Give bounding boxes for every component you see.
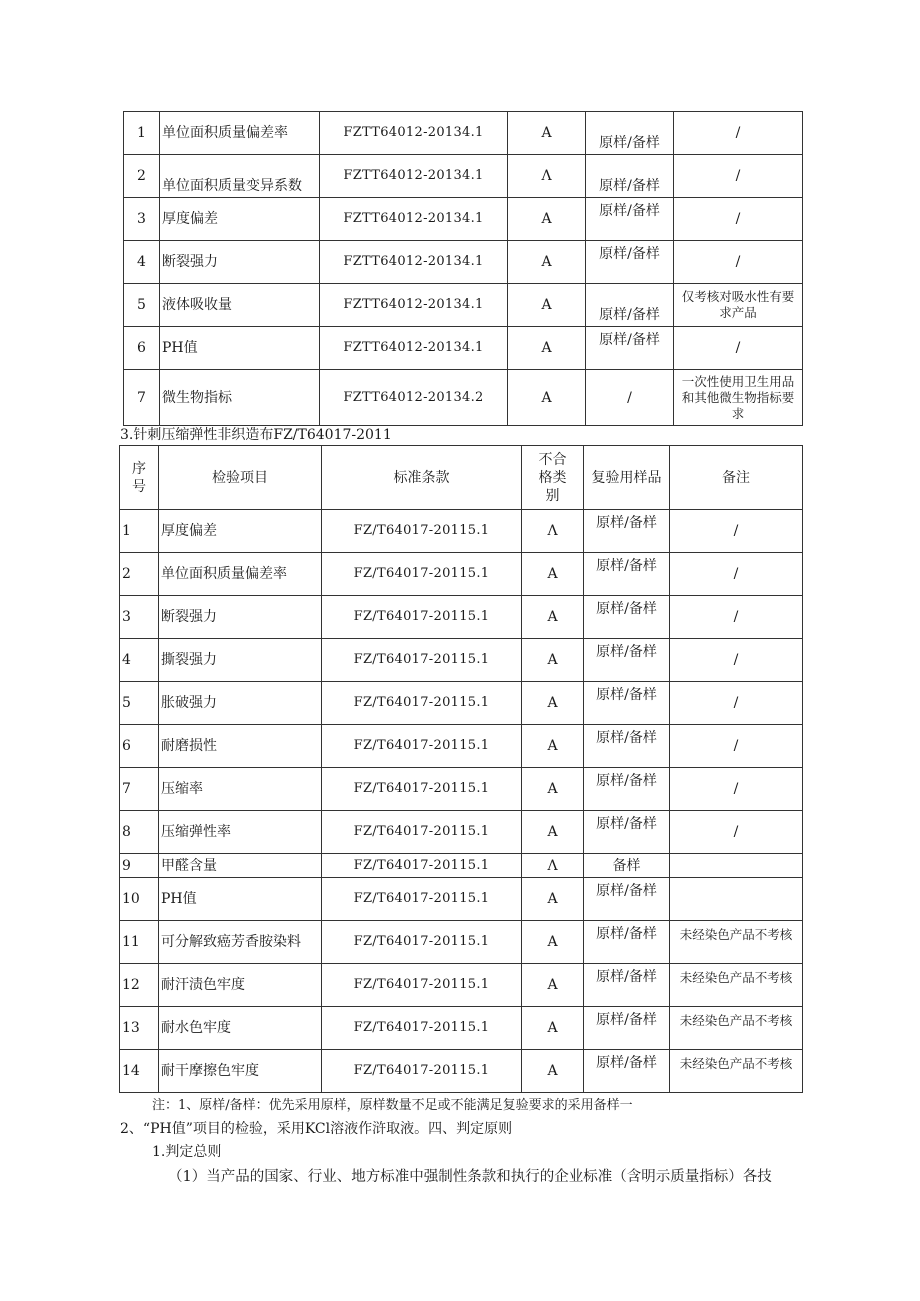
remark: /	[670, 811, 803, 854]
row-number: 2	[124, 155, 160, 198]
table-row	[120, 1007, 803, 1050]
retest-sample: 原样/备样	[584, 878, 670, 921]
table-row	[120, 1050, 803, 1093]
remark: 未经染色产品不考核	[670, 1007, 803, 1050]
retest-sample: 原样/备样	[584, 811, 670, 854]
remark: /	[674, 198, 803, 241]
row-number: 7	[120, 768, 159, 811]
defect-category: A	[522, 921, 584, 964]
table-row	[120, 510, 803, 553]
standard-clause: FZTT64012-20134.2	[320, 370, 508, 426]
remark: /	[670, 510, 803, 553]
remark	[670, 854, 803, 878]
row-number: 12	[120, 964, 159, 1007]
standard-table-1	[123, 111, 803, 426]
test-item: 断裂强力	[159, 596, 322, 639]
row-number: 7	[124, 370, 160, 426]
test-item: 压缩弹性率	[159, 811, 322, 854]
test-item: PH值	[160, 327, 320, 370]
test-item: 撕裂强力	[159, 639, 322, 682]
row-number: 14	[120, 1050, 159, 1093]
table-row	[124, 155, 803, 198]
test-item: 单位面积质量偏差率	[159, 553, 322, 596]
table-row	[124, 112, 803, 155]
test-item: 单位面积质量变异系数	[160, 155, 320, 198]
test-item: 单位面积质量偏差率	[160, 112, 320, 155]
row-number: 3	[120, 596, 159, 639]
defect-category: A	[508, 198, 586, 241]
remark: /	[674, 241, 803, 284]
retest-sample: 原样/备样	[586, 284, 674, 327]
remark: 仅考核对吸水性有要求产品	[674, 284, 803, 327]
remark: 未经染色产品不考核	[670, 1050, 803, 1093]
table-row	[124, 327, 803, 370]
table-row	[120, 639, 803, 682]
standard-clause: FZ/T64017-20115.1	[322, 553, 522, 596]
row-number: 9	[120, 854, 159, 878]
standard-clause: FZ/T64017-20115.1	[322, 1050, 522, 1093]
standard-table-2	[119, 445, 803, 1093]
retest-sample: 原样/备样	[584, 1050, 670, 1093]
table-row	[120, 854, 803, 878]
header-number: 序号	[120, 446, 159, 510]
standard-clause: FZ/T64017-20115.1	[322, 682, 522, 725]
row-number: 2	[120, 553, 159, 596]
remark: 未经染色产品不考核	[670, 921, 803, 964]
standard-clause: FZTT64012-20134.1	[320, 241, 508, 284]
remark: /	[674, 112, 803, 155]
standard-clause: FZTT64012-20134.1	[320, 112, 508, 155]
table-row	[120, 725, 803, 768]
standard-clause: FZ/T64017-20115.1	[322, 921, 522, 964]
defect-category: A	[508, 327, 586, 370]
judgement-paragraph: （1）当产品的国家、行业、地方标准中强制性条款和执行的企业标准（含明示质量指标）各技	[168, 1169, 772, 1185]
defect-category: A	[522, 639, 584, 682]
remark: /	[670, 553, 803, 596]
row-number: 11	[120, 921, 159, 964]
row-number: 3	[124, 198, 160, 241]
test-item: 压缩率	[159, 768, 322, 811]
section-title: 3.针刺压缩弹性非织造布FZ/T64017-2011	[120, 427, 392, 443]
retest-sample: 原样/备样	[586, 327, 674, 370]
row-number: 1	[120, 510, 159, 553]
table-row	[120, 553, 803, 596]
remark: /	[674, 327, 803, 370]
footnote-2: 2、“PH值”项目的检验，采用KCl溶液作浒取液。四、判定原则	[120, 1121, 513, 1137]
header-category: 不合格类别	[522, 446, 584, 510]
remark	[670, 878, 803, 921]
standard-clause: FZTT64012-20134.1	[320, 284, 508, 327]
retest-sample: 原样/备样	[586, 198, 674, 241]
retest-sample: 原样/备样	[584, 1007, 670, 1050]
table-row	[120, 964, 803, 1007]
test-item: 微生物指标	[160, 370, 320, 426]
table-row	[120, 682, 803, 725]
retest-sample: 原样/备样	[584, 921, 670, 964]
defect-category: A	[508, 112, 586, 155]
table-row	[120, 768, 803, 811]
test-item: 厚度偏差	[159, 510, 322, 553]
defect-category: Λ	[508, 155, 586, 198]
remark: /	[670, 725, 803, 768]
standard-clause: FZ/T64017-20115.1	[322, 768, 522, 811]
table-header-row	[120, 446, 803, 510]
standard-clause: FZ/T64017-20115.1	[322, 725, 522, 768]
judgement-heading: 1.判定总则	[152, 1144, 222, 1160]
remark: /	[670, 682, 803, 725]
row-number: 8	[120, 811, 159, 854]
defect-category: A	[522, 1050, 584, 1093]
standard-clause: FZ/T64017-20115.1	[322, 639, 522, 682]
defect-category: A	[522, 553, 584, 596]
standard-clause: FZTT64012-20134.1	[320, 198, 508, 241]
test-item: 甲醛含量	[159, 854, 322, 878]
retest-sample: 原样/备样	[584, 639, 670, 682]
retest-sample: 原样/备样	[584, 596, 670, 639]
defect-category: A	[522, 682, 584, 725]
retest-sample: 原样/备样	[584, 768, 670, 811]
row-number: 13	[120, 1007, 159, 1050]
table-row	[120, 811, 803, 854]
row-number: 4	[124, 241, 160, 284]
defect-category: A	[522, 964, 584, 1007]
retest-sample: 原样/备样	[584, 964, 670, 1007]
retest-sample: 原样/备样	[586, 155, 674, 198]
defect-category: A	[522, 768, 584, 811]
standard-clause: FZ/T64017-20115.1	[322, 596, 522, 639]
table-row	[120, 878, 803, 921]
header-remark: 备注	[670, 446, 803, 510]
defect-category: Λ	[522, 854, 584, 878]
row-number: 1	[124, 112, 160, 155]
test-item: 可分解致癌芳香胺染料	[159, 921, 322, 964]
test-item: 胀破强力	[159, 682, 322, 725]
table-row	[120, 921, 803, 964]
row-number: 6	[120, 725, 159, 768]
defect-category: A	[522, 878, 584, 921]
retest-sample: 备样	[584, 854, 670, 878]
table-row	[124, 284, 803, 327]
row-number: 6	[124, 327, 160, 370]
header-item: 检验项目	[159, 446, 322, 510]
defect-category: A	[508, 370, 586, 426]
standard-clause: FZ/T64017-20115.1	[322, 1007, 522, 1050]
retest-sample: /	[586, 370, 674, 426]
remark: /	[670, 639, 803, 682]
defect-category: Λ	[522, 510, 584, 553]
test-item: 断裂强力	[160, 241, 320, 284]
header-sample: 复验用样品	[584, 446, 670, 510]
table-row	[124, 370, 803, 426]
standard-clause: FZTT64012-20134.1	[320, 155, 508, 198]
standard-clause: FZTT64012-20134.1	[320, 327, 508, 370]
table-row	[120, 596, 803, 639]
standard-clause: FZ/T64017-20115.1	[322, 811, 522, 854]
row-number: 5	[120, 682, 159, 725]
defect-category: A	[508, 241, 586, 284]
standard-clause: FZ/T64017-20115.1	[322, 510, 522, 553]
remark: /	[674, 155, 803, 198]
header-clause: 标准条款	[322, 446, 522, 510]
retest-sample: 原样/备样	[584, 682, 670, 725]
test-item: 液体吸收量	[160, 284, 320, 327]
row-number: 10	[120, 878, 159, 921]
retest-sample: 原样/备样	[586, 112, 674, 155]
table-row	[124, 241, 803, 284]
remark: 一次性使用卫生用品和其他微生物指标要求	[674, 370, 803, 426]
row-number: 5	[124, 284, 160, 327]
test-item: 耐水色牢度	[159, 1007, 322, 1050]
defect-category: A	[522, 1007, 584, 1050]
standard-clause: FZ/T64017-20115.1	[322, 964, 522, 1007]
test-item: 耐干摩擦色牢度	[159, 1050, 322, 1093]
row-number: 4	[120, 639, 159, 682]
defect-category: A	[508, 284, 586, 327]
defect-category: A	[522, 811, 584, 854]
standard-clause: FZ/T64017-20115.1	[322, 878, 522, 921]
footnote-1: 注：1、原样/备样：优先采用原样，原样数量不足或不能满足复验要求的采用备样一	[152, 1098, 633, 1113]
remark: /	[670, 768, 803, 811]
defect-category: A	[522, 596, 584, 639]
defect-category: A	[522, 725, 584, 768]
test-item: 厚度偏差	[160, 198, 320, 241]
test-item: 耐磨损性	[159, 725, 322, 768]
retest-sample: 原样/备样	[586, 241, 674, 284]
remark: /	[670, 596, 803, 639]
remark: 未经染色产品不考核	[670, 964, 803, 1007]
test-item: PH值	[159, 878, 322, 921]
test-item: 耐汗渍色牢度	[159, 964, 322, 1007]
retest-sample: 原样/备样	[584, 510, 670, 553]
table-row	[124, 198, 803, 241]
standard-clause: FZ/T64017-20115.1	[322, 854, 522, 878]
retest-sample: 原样/备样	[584, 553, 670, 596]
retest-sample: 原样/备样	[584, 725, 670, 768]
